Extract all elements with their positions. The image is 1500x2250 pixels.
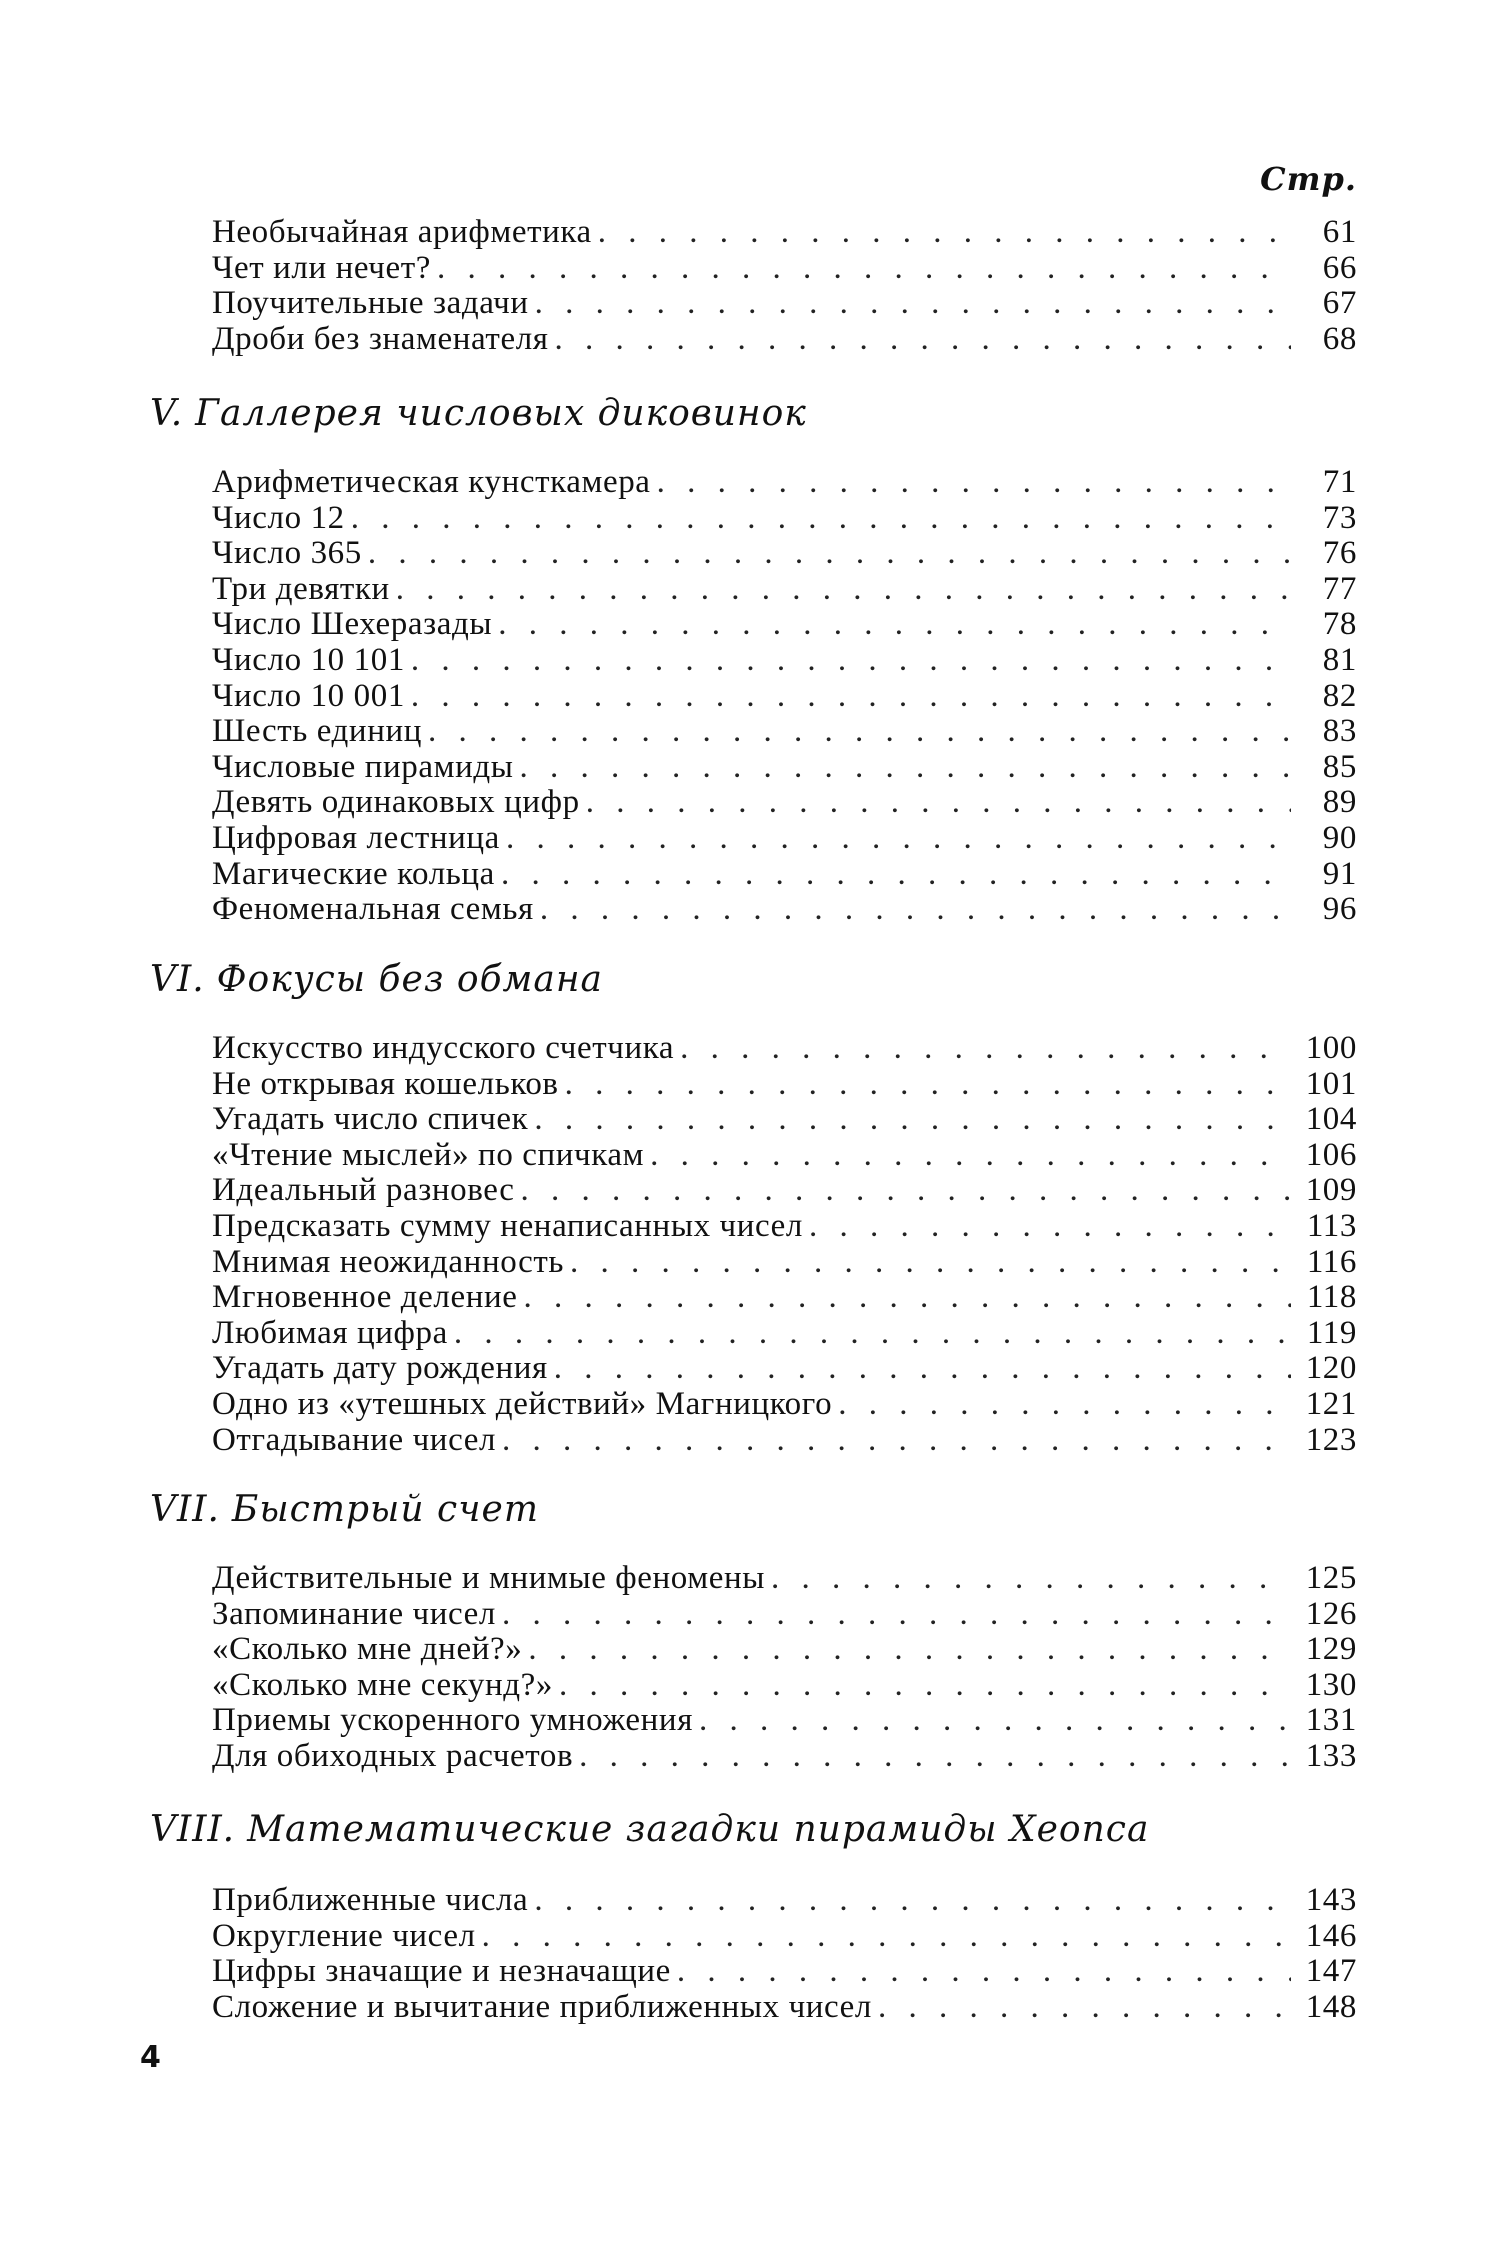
- toc-entry-page: 106: [1305, 1136, 1357, 1173]
- toc-entry-title: Приемы ускоренного умножения: [212, 1702, 693, 1739]
- dot-leader: [838, 1386, 1291, 1422]
- chapter-heading: [150, 392, 807, 436]
- dot-leader: [437, 250, 1291, 286]
- dot-leader: [368, 535, 1291, 571]
- toc-entry-page: 90: [1322, 820, 1357, 856]
- toc-entry-title: Чет или нечет?: [212, 249, 432, 286]
- toc-entry-page: 83: [1322, 713, 1357, 750]
- toc-entry-page: 100: [1305, 1030, 1357, 1066]
- toc-entry-title: Число 10 101: [212, 642, 405, 678]
- toc-entry[interactable]: [212, 1953, 1357, 1989]
- dot-leader: [554, 1350, 1291, 1386]
- toc-entry[interactable]: [212, 1244, 1357, 1280]
- toc-entry-page: 68: [1322, 320, 1357, 357]
- dot-leader: [428, 713, 1291, 749]
- toc-entry[interactable]: [212, 1315, 1357, 1351]
- toc-entry[interactable]: [212, 285, 1357, 321]
- toc-entry[interactable]: [212, 1066, 1357, 1102]
- dot-leader: [411, 642, 1291, 678]
- toc-entry-title: Число 10 001: [212, 677, 405, 714]
- dot-leader: [680, 1030, 1291, 1066]
- dot-leader: [501, 856, 1291, 892]
- dot-leader: [524, 1279, 1291, 1315]
- toc-entry[interactable]: [212, 1918, 1357, 1954]
- toc-entry-page: 67: [1322, 285, 1357, 322]
- toc-entry-page: 91: [1322, 855, 1357, 892]
- toc-entry-title: Угадать дату рождения: [212, 1350, 548, 1387]
- dot-leader: [502, 1422, 1291, 1458]
- dot-leader: [677, 1953, 1291, 1989]
- toc-entry[interactable]: [212, 1350, 1357, 1386]
- toc-entry-title: Цифры значащие и незначащие: [212, 1953, 671, 1990]
- toc-entry-page: 76: [1322, 535, 1357, 572]
- toc-entry[interactable]: [212, 214, 1357, 250]
- toc-entry-page: 66: [1322, 249, 1357, 286]
- toc-entry-page: 120: [1305, 1350, 1357, 1387]
- toc-entry-title: Число 12: [212, 499, 345, 536]
- toc-entry-title: Действительные и мнимые феномены: [212, 1560, 766, 1596]
- toc-entry-page: 147: [1305, 1953, 1357, 1990]
- toc-entry-page: 109: [1305, 1172, 1357, 1209]
- toc-entry[interactable]: [212, 713, 1357, 749]
- toc-entry-page: 96: [1322, 891, 1357, 928]
- toc-entry-page: 133: [1305, 1738, 1357, 1774]
- dot-leader: [699, 1702, 1291, 1738]
- toc-entry-title: Три девятки: [212, 570, 390, 607]
- toc-entry-title: Любимая цифра: [212, 1314, 448, 1351]
- toc-entry[interactable]: [212, 321, 1357, 357]
- toc-entry-title: Поучительные задачи: [212, 285, 529, 322]
- toc-entry[interactable]: [212, 571, 1357, 607]
- toc-entry[interactable]: [212, 784, 1357, 820]
- dot-leader: [657, 464, 1291, 500]
- toc-entry-title: Феноменальная семья: [212, 891, 534, 928]
- dot-leader: [540, 891, 1291, 927]
- chapter-heading: [150, 1488, 539, 1532]
- dot-leader: [878, 1989, 1291, 2025]
- toc-entry-title: Арифметическая кунсткамера: [212, 464, 651, 500]
- toc-entry-page: 101: [1305, 1065, 1357, 1102]
- toc-entry-title: Предсказать сумму ненаписанных чисел: [212, 1208, 803, 1244]
- dot-leader: [650, 1137, 1291, 1173]
- toc-entry[interactable]: [212, 1560, 1357, 1596]
- toc-entry[interactable]: [212, 678, 1357, 714]
- toc-entry-title: Необычайная арифметика: [212, 214, 592, 250]
- dot-leader: [565, 1066, 1291, 1102]
- toc-entry[interactable]: [212, 500, 1357, 536]
- dot-leader: [598, 214, 1291, 250]
- dot-leader: [351, 500, 1291, 536]
- toc-entry-page: 143: [1305, 1882, 1357, 1918]
- toc-entry-title: Округление чисел: [212, 1917, 476, 1954]
- dot-leader: [396, 571, 1291, 607]
- toc-entry[interactable]: [212, 250, 1357, 286]
- chapter-number: VI.: [150, 959, 205, 1000]
- toc-entry-page: 78: [1322, 606, 1357, 643]
- toc-entry[interactable]: [212, 606, 1357, 642]
- dot-leader: [771, 1560, 1291, 1596]
- toc-entry-page: 113: [1306, 1208, 1357, 1244]
- toc-entry-page: 116: [1306, 1243, 1357, 1280]
- dot-leader: [586, 784, 1291, 820]
- toc-entry-page: 123: [1305, 1421, 1357, 1458]
- toc-entry-page: 61: [1322, 214, 1357, 250]
- toc-entry[interactable]: [212, 1208, 1357, 1244]
- toc-entry-title: Искусство индусского счетчика: [212, 1030, 675, 1066]
- page-column-label: Стр.: [1260, 160, 1357, 198]
- dot-leader: [520, 749, 1291, 785]
- toc-entry[interactable]: [212, 1596, 1357, 1632]
- toc-entry-title: «Сколько мне дней?»: [212, 1631, 523, 1668]
- toc-entry-page: 81: [1322, 642, 1357, 678]
- toc-entry[interactable]: [212, 820, 1357, 856]
- toc-entry-title: Девять одинаковых цифр: [212, 784, 580, 821]
- toc-entry-page: 130: [1305, 1666, 1357, 1703]
- chapter-title: Быстрый счет: [231, 1489, 539, 1530]
- dot-leader: [482, 1918, 1291, 1954]
- toc-entry[interactable]: [212, 1137, 1357, 1173]
- toc-entry-page: 125: [1305, 1560, 1357, 1596]
- toc-entry-title: Шесть единиц: [212, 713, 422, 750]
- toc-entry-page: 73: [1322, 499, 1357, 536]
- dot-leader: [521, 1172, 1291, 1208]
- toc-entry-title: Идеальный разновес: [212, 1172, 515, 1209]
- toc-entry-title: Магические кольца: [212, 855, 495, 892]
- toc-entry-title: Дроби без знаменателя: [212, 320, 549, 357]
- dot-leader: [559, 1667, 1291, 1703]
- toc-entry-page: 126: [1305, 1595, 1357, 1632]
- toc-entry[interactable]: [212, 1030, 1357, 1066]
- toc-entry-title: Мнимая неожиданность: [212, 1243, 565, 1280]
- chapter-number: V.: [150, 393, 184, 434]
- toc-entry[interactable]: [212, 1738, 1357, 1774]
- toc-entry-page: 118: [1306, 1279, 1357, 1316]
- toc-entry-title: Отгадывание чисел: [212, 1421, 497, 1458]
- toc-entry[interactable]: [212, 1172, 1357, 1208]
- dot-leader: [809, 1208, 1291, 1244]
- toc-entry-page: 146: [1305, 1917, 1357, 1954]
- toc-entry-title: Число 365: [212, 535, 362, 572]
- toc-entry-title: Для обиходных расчетов: [212, 1738, 574, 1774]
- toc-entry-title: Числовые пирамиды: [212, 748, 514, 785]
- toc-entry-page: 82: [1322, 677, 1357, 714]
- dot-leader: [411, 678, 1291, 714]
- toc-entry[interactable]: [212, 1882, 1357, 1918]
- toc-entry-page: 121: [1305, 1386, 1357, 1422]
- toc-entry[interactable]: [212, 1702, 1357, 1738]
- dot-leader: [535, 285, 1291, 321]
- toc-entry-title: Не открывая кошельков: [212, 1065, 559, 1102]
- toc-entry-title: Цифровая лестница: [212, 820, 500, 856]
- toc-entry-title: Число Шехеразады: [212, 606, 493, 643]
- toc-entry[interactable]: [212, 642, 1357, 678]
- toc-entry[interactable]: [212, 1667, 1357, 1703]
- dot-leader: [579, 1738, 1291, 1774]
- chapter-number: VII.: [150, 1489, 220, 1530]
- dot-leader: [528, 1631, 1291, 1667]
- toc-entry[interactable]: [212, 1279, 1357, 1315]
- toc-entry[interactable]: [212, 1989, 1357, 2025]
- chapter-title: Математические загадки пирамиды Хеопса: [247, 1809, 1150, 1850]
- dot-leader: [454, 1315, 1291, 1351]
- toc-entry-page: 77: [1322, 570, 1357, 607]
- toc-entry-page: 85: [1322, 748, 1357, 785]
- dot-leader: [502, 1596, 1291, 1632]
- toc-entry-title: Запоминание чисел: [212, 1595, 496, 1632]
- toc-entry-page: 89: [1322, 784, 1357, 821]
- toc-entry-title: Угадать число спичек: [212, 1101, 529, 1138]
- toc-entry-page: 119: [1306, 1314, 1357, 1351]
- page-number: 4: [140, 2040, 161, 2075]
- toc-entry[interactable]: [212, 1101, 1357, 1137]
- toc-entry-page: 71: [1322, 464, 1357, 500]
- toc-entry-page: 131: [1305, 1702, 1357, 1739]
- toc-entry-title: «Сколько мне секунд?»: [212, 1666, 553, 1703]
- dot-leader: [498, 606, 1291, 642]
- dot-leader: [534, 1882, 1291, 1918]
- toc-entry-title: Мгновенное деление: [212, 1279, 518, 1316]
- toc-entry[interactable]: [212, 535, 1357, 571]
- toc-entry-title: Одно из «утешных действий» Магницкого: [212, 1386, 833, 1422]
- dot-leader: [534, 1101, 1291, 1137]
- dot-leader: [555, 321, 1291, 357]
- toc-entry[interactable]: [212, 1422, 1357, 1458]
- toc-entry-title: Приближенные числа: [212, 1882, 529, 1918]
- toc-entry[interactable]: [212, 891, 1357, 927]
- dot-leader: [506, 820, 1291, 856]
- toc-entry-page: 104: [1305, 1101, 1357, 1138]
- chapter-heading: [150, 1808, 1149, 1852]
- chapter-heading: [150, 958, 603, 1002]
- dot-leader: [570, 1244, 1291, 1280]
- toc-entry-title: Сложение и вычитание приближенных чисел: [212, 1988, 872, 2025]
- toc-entry-page: 129: [1305, 1631, 1357, 1668]
- chapter-title: Фокусы без обмана: [216, 959, 604, 1000]
- toc-entry[interactable]: [212, 1386, 1357, 1422]
- chapter-title: Галлерея числовых диковинок: [195, 393, 807, 434]
- toc-entry[interactable]: [212, 856, 1357, 892]
- toc-entry-page: 148: [1305, 1988, 1357, 2025]
- toc-entry[interactable]: [212, 749, 1357, 785]
- chapter-number: VIII.: [150, 1809, 236, 1850]
- toc-entry-title: «Чтение мыслей» по спичкам: [212, 1136, 645, 1173]
- toc-entry[interactable]: [212, 1631, 1357, 1667]
- toc-entry[interactable]: [212, 464, 1357, 500]
